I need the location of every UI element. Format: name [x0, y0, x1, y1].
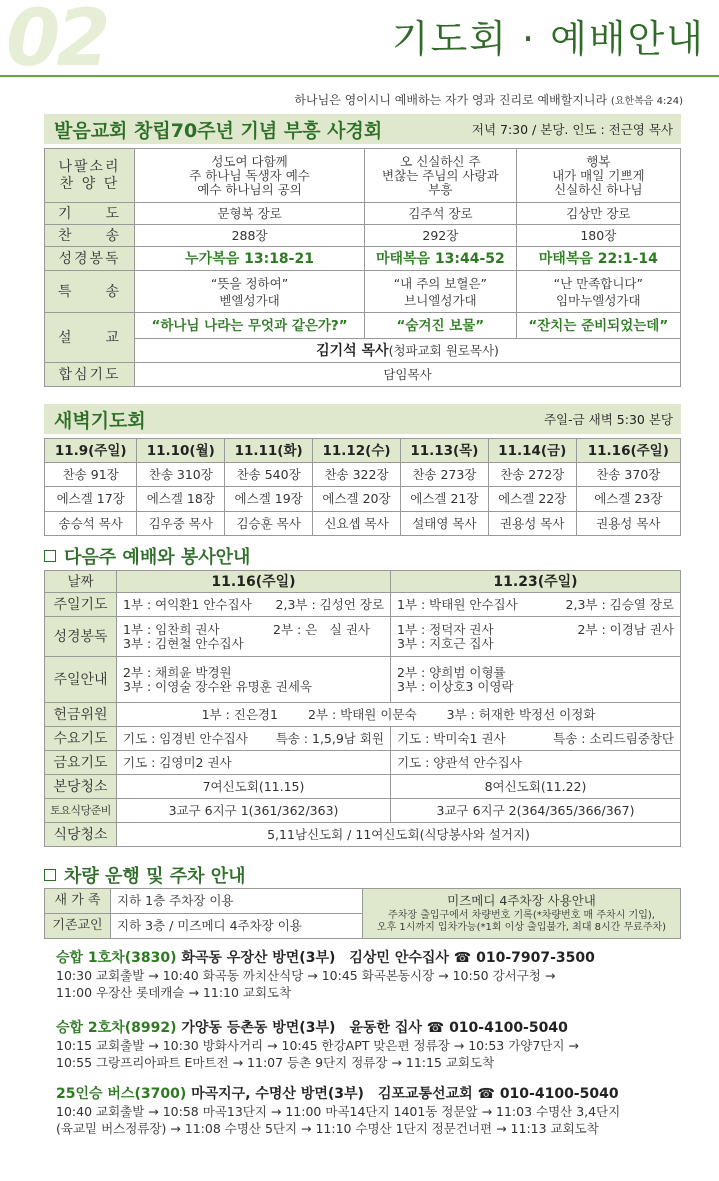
item: 기도 : 임경빈 안수집사: [123, 730, 248, 746]
revival-table-wrap: [44, 148, 681, 387]
leader: 김승훈 목사: [225, 512, 313, 536]
day: 11.13(목): [400, 439, 488, 463]
bus-3: [56, 1086, 699, 1137]
cell: 성도여 다함께 주 하나님 독생자 예수 예수 하나님의 공의: [135, 149, 365, 203]
revival-row-choir: [45, 149, 681, 203]
parking-table: [44, 888, 681, 939]
day: 11.9(주일): [45, 439, 137, 463]
bus-line: 10:30 교회출발 → 10:40 화곡동 까치산식당 → 10:45 화곡본동시장 → 10:50 강서구청 →: [56, 968, 556, 983]
cell: 마태복음 13:44-52: [365, 247, 517, 271]
item: 3부 : 허재한 박정선 이정화: [446, 706, 596, 722]
revival-row-prayer: [45, 203, 681, 225]
bus-name: 25인승 버스(3700): [56, 1086, 187, 1102]
leader: 김우중 목사: [137, 512, 225, 536]
cell: 오 신실하신 주 변찮는 주님의 사랑과 부흥: [365, 149, 517, 203]
day: 11.10(월): [137, 439, 225, 463]
row-label: 주일기도: [45, 593, 117, 617]
next-week-heading: [44, 543, 250, 569]
text: 에스겔 20장: [313, 487, 401, 512]
nw-row-usher: [45, 657, 681, 703]
mizmedi-notice: [363, 889, 681, 939]
item: 3부 : 이영술 장수완 유명훈 권세욱: [123, 678, 313, 694]
revival-title: 발음교회 창립70주년 기념 부흥 사경회: [54, 119, 383, 142]
hymn: 찬송 370장: [576, 463, 680, 487]
row-label: 토요식당준비: [45, 799, 117, 823]
cell: 3교구 6지구 1(361/362/363): [117, 799, 391, 823]
revival-table: [44, 148, 681, 387]
dawn-row-days: [45, 439, 681, 463]
row-label: 합심기도: [45, 363, 135, 387]
verse-text: 하나님은 영이시니 예배하는 자가 영과 진리로 예배할지니라: [294, 93, 608, 107]
vehicle-title: 차량 운행 및 주차 안내: [64, 866, 246, 887]
text: 에스겔 18장: [137, 487, 225, 512]
item: 1부 : 여익환1 안수집사: [123, 596, 252, 612]
preacher-cell: [135, 339, 681, 363]
leader: 송승석 목사: [45, 512, 137, 536]
cell: 7여신도회(11.15): [117, 775, 391, 799]
day: 11.12(수): [313, 439, 401, 463]
bus-line: 11:00 우장산 롯데캐슬 → 11:10 교회도착: [56, 985, 292, 1000]
bus-line: 10:55 그랑프리아파트 E마트전 → 11:07 등촌 9단지 정류장 → 11:15 교회도착: [56, 1055, 495, 1070]
dawn-table: [44, 438, 681, 536]
revival-row-closing: [45, 363, 681, 387]
row-label: 설 교: [45, 313, 135, 363]
row-label: 본당청소: [45, 775, 117, 799]
next-week-table: [44, 570, 681, 847]
cell: 문형복 장로: [135, 203, 365, 225]
preacher: 김기석 목사: [316, 342, 389, 359]
revival-header: [44, 114, 681, 144]
next-week-title: 다음주 예배와 봉사안내: [64, 547, 251, 568]
row-label: 수요기도: [45, 727, 117, 751]
hymn: 찬송 540장: [225, 463, 313, 487]
leader: 권용성 목사: [576, 512, 680, 536]
nw-row-kitchen: [45, 823, 681, 847]
item: 2부 : 채희윤 박경원: [123, 664, 232, 680]
item: 1부 : 임찬희 권사: [123, 621, 220, 637]
row-label: 기존교인: [45, 914, 111, 939]
item: 특송 : 1,5,9남 회원: [275, 730, 384, 746]
cell: 기도 : 양관석 안수집사: [391, 751, 681, 775]
hymn: 찬송 322장: [313, 463, 401, 487]
revival-row-sermon: [45, 313, 681, 339]
dawn-row-hymns: [45, 463, 681, 487]
cell: [117, 617, 391, 657]
item: 2부 : 은 실 권사: [273, 621, 370, 637]
text: 에스겔 19장: [225, 487, 313, 512]
row-label: 기 도: [45, 203, 135, 225]
row-label: 찬 송: [45, 225, 135, 247]
row-label: 주일안내: [45, 657, 117, 703]
row-label: 날짜: [45, 571, 117, 593]
dawn-row-texts: [45, 487, 681, 512]
hymn: 찬송 273장: [400, 463, 488, 487]
cell: 마태복음 22:1-14: [516, 247, 680, 271]
cell: 지하 3층 / 미즈메디 4주차장 이용: [111, 914, 363, 939]
page-number: 02: [6, 0, 107, 84]
parking-row-new: [45, 889, 681, 914]
revival-row-hymn: [45, 225, 681, 247]
item: 1부 : 박태원 안수집사: [397, 596, 518, 612]
item: 기도 : 박미숙1 권사: [397, 730, 506, 746]
row-label: 새 가 족: [45, 889, 111, 914]
title-divider: [0, 75, 719, 77]
cell: 김주석 장로: [365, 203, 517, 225]
text: 에스겔 22장: [488, 487, 576, 512]
bus-phone: ☎ 010-4100-5040: [477, 1086, 619, 1102]
day: 11.16(주일): [576, 439, 680, 463]
cell: 8여신도회(11.22): [391, 775, 681, 799]
item: 2부 : 박태원 이문숙: [307, 706, 417, 722]
item: 2,3부 : 김성언 장로: [275, 596, 384, 612]
bus-2: [56, 1020, 699, 1071]
bus-name: 승합 2호차(8992): [56, 1020, 177, 1036]
hymn: 찬송 310장: [137, 463, 225, 487]
nw-row-friday: [45, 751, 681, 775]
date-head: 11.16(주일): [117, 571, 391, 593]
bus-driver: 윤동한 집사: [349, 1020, 422, 1036]
nw-row-saturday: [45, 799, 681, 823]
revival-row-scripture: [45, 247, 681, 271]
cell: 기도 : 김영미2 권사: [117, 751, 391, 775]
bus-line: (육교밑 버스정류장) → 11:08 수명산 5단지 → 11:10 수명산 1단지 정문건너편 → 11:13 교회도착: [56, 1121, 599, 1136]
text: 에스겔 23장: [576, 487, 680, 512]
hymn: 찬송 272장: [488, 463, 576, 487]
bus-phone: ☎ 010-7907-3500: [453, 950, 595, 966]
revival-row-preacher: [45, 339, 681, 363]
leader: 신요셉 목사: [313, 512, 401, 536]
mizmedi-line: 주차장 출입구에서 차량번호 기록(*차량번호 매 주차시 기입),: [388, 909, 655, 921]
revival-row-special: [45, 271, 681, 313]
item: 3부 : 지호근 집사: [397, 635, 494, 651]
row-label: 성경봉독: [45, 617, 117, 657]
cell: “숨겨진 보물”: [365, 313, 517, 339]
item: 3부 : 김현철 안수집사: [123, 635, 244, 651]
row-label: 금요기도: [45, 751, 117, 775]
item: 3부 : 이상호3 이영락: [397, 678, 514, 694]
row-label: 식당청소: [45, 823, 117, 847]
parking-table-wrap: [44, 888, 681, 939]
dawn-table-wrap: [44, 438, 681, 536]
verse: [294, 91, 683, 108]
date-head: 11.23(주일): [391, 571, 681, 593]
cell: [117, 703, 681, 727]
leader: 권용성 목사: [488, 512, 576, 536]
cell: 지하 1층 주차장 이용: [111, 889, 363, 914]
bus-route: 마곡지구, 수명산 방면(3부): [191, 1086, 364, 1102]
cell: [117, 727, 391, 751]
bus-header: [56, 1020, 699, 1037]
text: 에스겔 17장: [45, 487, 137, 512]
bus-header: [56, 950, 699, 967]
item: 2,3부 : 김승열 장로: [565, 596, 674, 612]
item: 1부 : 진은경1: [201, 706, 278, 722]
bus-name: 승합 1호차(3830): [56, 950, 177, 966]
bus-1: [56, 950, 699, 1001]
next-week-table-wrap: [44, 570, 681, 847]
item: 특송 : 소리드림중창단: [553, 730, 674, 746]
bus-driver: 김상민 안수집사: [349, 950, 449, 966]
day: 11.11(화): [225, 439, 313, 463]
checkbox-icon: [44, 869, 56, 881]
item: 2부 : 이경남 권사: [577, 621, 674, 637]
mizmedi-line: 오후 1시까지 입차가능(*1회 이상 출입불가, 최대 8시간 무료주차): [376, 921, 667, 933]
bus-driver: 김포교통선교회: [377, 1086, 473, 1102]
dawn-info: 주일-금 새벽 5:30 본당: [543, 412, 673, 427]
item: 1부 : 정덕자 권사: [397, 621, 494, 637]
row-label: 특 송: [45, 271, 135, 313]
cell: [391, 727, 681, 751]
cell: 288장: [135, 225, 365, 247]
hymn: 찬송 91장: [45, 463, 137, 487]
cell: “하나님 나라는 무엇과 같은가?”: [135, 313, 365, 339]
cell: 3교구 6지구 2(364/365/366/367): [391, 799, 681, 823]
nw-row-wednesday: [45, 727, 681, 751]
bus-line: 10:15 교회출발 → 10:30 방화사거리 → 10:45 한강APT 맞은편 정류장 → 10:53 가양7단지 →: [56, 1038, 579, 1053]
verse-reference: (요한복음 4:24): [610, 96, 683, 107]
cell: [391, 657, 681, 703]
vehicle-heading: [44, 862, 246, 888]
cell: 180장: [516, 225, 680, 247]
nw-row-head: [45, 571, 681, 593]
row-label: 성경봉독: [45, 247, 135, 271]
revival-info: 저녁 7:30 / 본당. 인도 : 전근영 목사: [471, 122, 673, 137]
cell: 누가복음 13:18-21: [135, 247, 365, 271]
cell: 292장: [365, 225, 517, 247]
cell: 5,11남신도회 / 11여신도회(식당봉사와 설거지): [117, 823, 681, 847]
cell: “뜻을 정하여” 벧엘성가대: [135, 271, 365, 313]
bus-route: 가양동 등촌동 방면(3부): [181, 1020, 336, 1036]
page-title: 기도회 · 예배안내: [391, 17, 705, 61]
bus-phone: ☎ 010-4100-5040: [426, 1020, 568, 1036]
item: 2부 : 양희범 이형률: [397, 664, 506, 680]
leader: 설태영 목사: [400, 512, 488, 536]
preacher-note: (청파교회 원로목사): [388, 342, 499, 358]
cell: 행복 내가 매일 기쁘게 신실하신 하나님: [516, 149, 680, 203]
cell: [391, 617, 681, 657]
cell: [117, 593, 391, 617]
cell: [117, 657, 391, 703]
nw-row-scripture: [45, 617, 681, 657]
checkbox-icon: [44, 550, 56, 562]
row-label: 나팔소리 찬 양 단: [45, 149, 135, 203]
nw-row-cleaning: [45, 775, 681, 799]
bus-header: [56, 1086, 699, 1103]
bus-line: 10:40 교회출발 → 10:58 마곡13단지 → 11:00 마곡14단지 1401동 정문앞 → 11:03 수명산 3,4단지: [56, 1104, 621, 1119]
dawn-title: 새벽기도회: [54, 409, 146, 432]
cell: “내 주의 보혈은” 브니엘성가대: [365, 271, 517, 313]
day: 11.14(금): [488, 439, 576, 463]
dawn-header: [44, 404, 681, 434]
nw-row-sunday-prayer: [45, 593, 681, 617]
mizmedi-title: 미즈메디 4주차장 사용안내: [447, 892, 596, 908]
cell: “난 만족합니다” 임마누엘성가대: [516, 271, 680, 313]
cell: [391, 593, 681, 617]
row-label: 헌금위원: [45, 703, 117, 727]
cell: “잔치는 준비되었는데”: [516, 313, 680, 339]
text: 에스겔 21장: [400, 487, 488, 512]
cell: 담임목사: [135, 363, 681, 387]
bus-route: 화곡동 우장산 방면(3부): [181, 950, 336, 966]
cell: 김상만 장로: [516, 203, 680, 225]
dawn-row-leaders: [45, 512, 681, 536]
nw-row-offering: [45, 703, 681, 727]
